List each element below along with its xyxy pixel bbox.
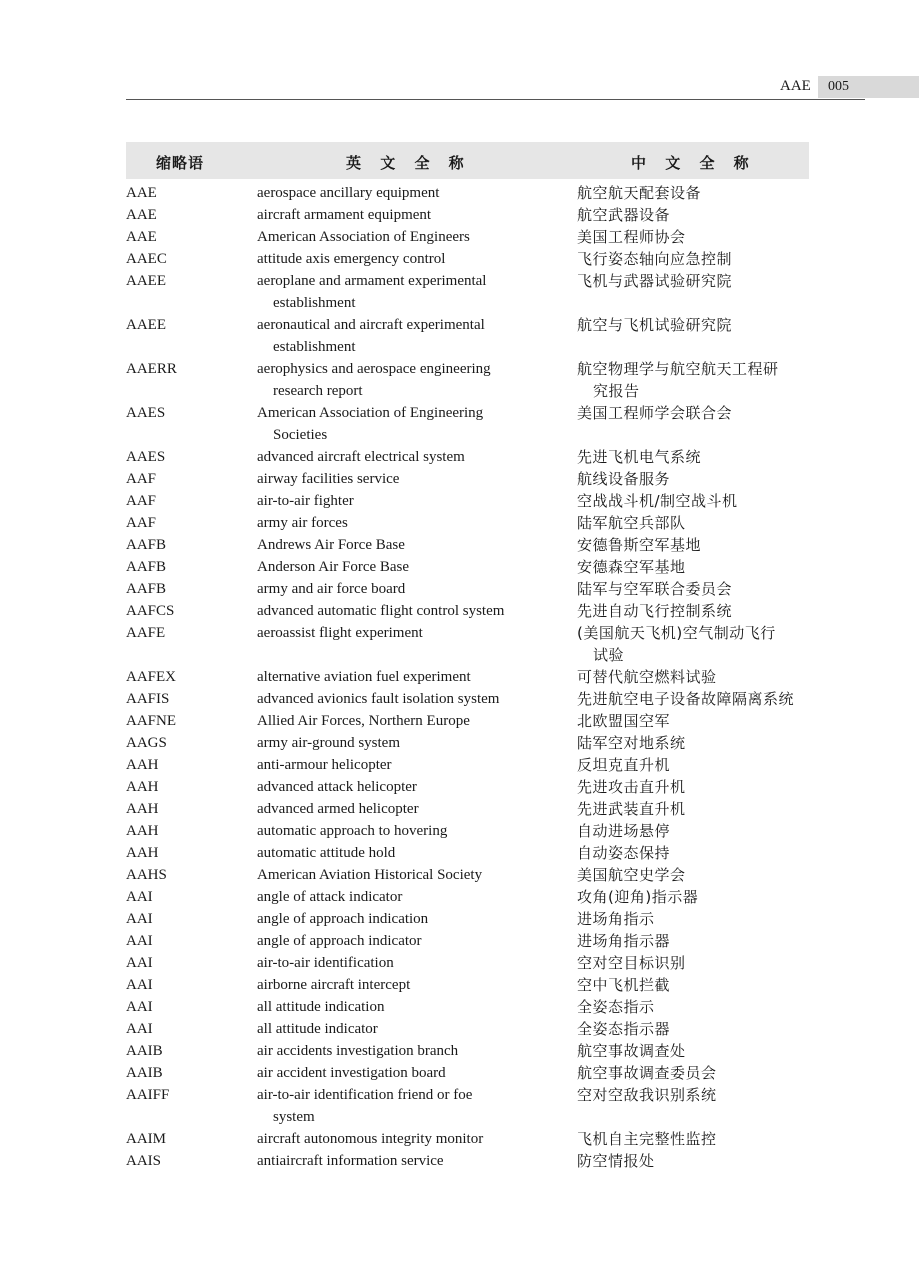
english-term-line: all attitude indicator (257, 1021, 378, 1037)
chinese-term-line: 攻角(迎角)指示器 (577, 888, 699, 906)
chinese-term (577, 468, 817, 490)
chinese-term-line: 安德鲁斯空军基地 (577, 536, 702, 554)
english-term-line: all attitude indication (257, 999, 385, 1015)
chinese-term (577, 930, 817, 952)
table-row (126, 490, 816, 512)
abbreviation: AAI (126, 1021, 153, 1037)
english-term-continuation: research report (273, 383, 363, 399)
abbreviation: AAI (126, 999, 153, 1015)
table-row (126, 314, 816, 358)
chinese-term-line: 先进自动飞行控制系统 (577, 602, 733, 620)
chinese-term-continuation: 试验 (593, 646, 625, 664)
english-term-line: army air-ground system (257, 735, 400, 751)
table-row (126, 1150, 816, 1172)
abbreviation: AAH (126, 823, 159, 839)
header-chinese: 中 文 全 称 (631, 154, 756, 172)
table-row (126, 710, 816, 732)
english-term-line: army air forces (257, 515, 348, 531)
table-row (126, 402, 816, 446)
english-term (257, 534, 552, 556)
table-row (126, 798, 816, 820)
english-term-continuation: establishment (273, 339, 356, 355)
chinese-term (577, 666, 817, 688)
english-term (257, 402, 552, 446)
chinese-term-line: 航空航天配套设备 (577, 184, 702, 202)
chinese-term (577, 820, 817, 842)
page-number: 005 (828, 79, 849, 94)
table-header (126, 142, 809, 179)
chinese-term-line: 飞机自主完整性监控 (577, 1130, 717, 1148)
abbreviation: AAFCS (126, 603, 175, 619)
abbreviation: AAGS (126, 735, 167, 751)
english-term-line: advanced automatic flight control system (257, 603, 505, 619)
chinese-term (577, 1040, 817, 1062)
english-term (257, 1150, 552, 1172)
table-row (126, 556, 816, 578)
table-row (126, 688, 816, 710)
chinese-term (577, 1150, 817, 1172)
english-term-line: American Association of Engineering (257, 405, 484, 421)
chinese-term (577, 248, 817, 270)
english-term-line: air accidents investigation branch (257, 1043, 459, 1059)
english-term (257, 688, 552, 710)
table-row (126, 908, 816, 930)
english-term-line: aeroplane and armament experimental (257, 273, 487, 289)
chinese-term (577, 204, 817, 226)
english-term (257, 600, 552, 622)
english-term-line: antiaircraft information service (257, 1153, 444, 1169)
table-row (126, 820, 816, 842)
english-term-line: advanced attack helicopter (257, 779, 417, 795)
header-rule (126, 99, 865, 100)
table-row (126, 1062, 816, 1084)
table-row (126, 776, 816, 798)
chinese-term-line: 航空事故调查委员会 (577, 1064, 717, 1082)
header-abbr: 缩略语 (156, 154, 205, 172)
chinese-term (577, 996, 817, 1018)
abbreviation: AAFEX (126, 669, 177, 685)
chinese-term (577, 974, 817, 996)
abbreviation: AAI (126, 889, 153, 905)
abbreviation: AAEE (126, 273, 166, 289)
english-term-line: air-to-air identification friend or foe (257, 1087, 473, 1103)
english-term-line: air-to-air fighter (257, 493, 354, 509)
chinese-term-line: 先进飞机电气系统 (577, 448, 702, 466)
abbreviation: AAE (126, 229, 157, 245)
english-term-continuation: system (273, 1109, 315, 1125)
english-term (257, 1062, 552, 1084)
english-term (257, 182, 552, 204)
chinese-term-line: 陆军空对地系统 (577, 734, 686, 752)
english-term-line: Allied Air Forces, Northern Europe (257, 713, 470, 729)
table-row (126, 622, 816, 666)
table-row (126, 600, 816, 622)
table-row (126, 578, 816, 600)
chinese-term-line: 全姿态指示器 (577, 1020, 671, 1038)
english-term (257, 226, 552, 248)
chinese-term (577, 864, 817, 886)
english-term (257, 732, 552, 754)
english-term (257, 842, 552, 864)
table-row (126, 248, 816, 270)
chinese-term-line: 先进攻击直升机 (577, 778, 686, 796)
chinese-term (577, 710, 817, 732)
table-row (126, 754, 816, 776)
abbreviation: AAE (126, 207, 157, 223)
english-term (257, 270, 552, 314)
english-term (257, 666, 552, 688)
english-term (257, 248, 552, 270)
english-term (257, 1128, 552, 1150)
chinese-term (577, 732, 817, 754)
abbreviation: AAHS (126, 867, 167, 883)
table-row (126, 1128, 816, 1150)
abbreviation: AAE (126, 185, 157, 201)
chinese-term (577, 622, 817, 666)
abbreviation: AAI (126, 933, 153, 949)
english-term-line: advanced avionics fault isolation system (257, 691, 500, 707)
table-row (126, 952, 816, 974)
table-row (126, 930, 816, 952)
abbreviation: AAF (126, 493, 157, 509)
english-term-line: automatic approach to hovering (257, 823, 448, 839)
abbreviation: AAH (126, 845, 159, 861)
table-row (126, 732, 816, 754)
abbreviation: AAFIS (126, 691, 170, 707)
chinese-term-line: 航空与飞机试验研究院 (577, 316, 733, 334)
chinese-term (577, 1018, 817, 1040)
abbreviation: AAIM (126, 1131, 166, 1147)
english-term-line: Anderson Air Force Base (257, 559, 410, 575)
english-term-line: aerospace ancillary equipment (257, 185, 440, 201)
english-term (257, 996, 552, 1018)
english-term (257, 204, 552, 226)
abbreviation: AAH (126, 779, 159, 795)
table-row (126, 864, 816, 886)
chinese-term (577, 226, 817, 248)
english-term (257, 1084, 552, 1128)
chinese-term-line: 航线设备服务 (577, 470, 671, 488)
abbreviation: AAFE (126, 625, 166, 641)
chinese-term (577, 446, 817, 468)
chinese-term-line: 进场角指示器 (577, 932, 671, 950)
english-term-line: aircraft autonomous integrity monitor (257, 1131, 484, 1147)
english-term-line: aircraft armament equipment (257, 207, 432, 223)
chinese-term (577, 798, 817, 820)
chinese-term (577, 952, 817, 974)
chinese-term (577, 556, 817, 578)
table-row (126, 1018, 816, 1040)
table-row (126, 1084, 816, 1128)
chinese-term (577, 908, 817, 930)
table-row (126, 1040, 816, 1062)
english-term-line: angle of attack indicator (257, 889, 403, 905)
english-term-line: alternative aviation fuel experiment (257, 669, 471, 685)
chinese-term-line: 美国工程师协会 (577, 228, 686, 246)
english-term (257, 1040, 552, 1062)
chinese-term-line: 空对空敌我识别系统 (577, 1086, 717, 1104)
abbreviation: AAI (126, 911, 153, 927)
chinese-term-line: 空战战斗机/制空战斗机 (577, 492, 738, 510)
english-term (257, 908, 552, 930)
english-term (257, 1018, 552, 1040)
chinese-term-line: 反坦克直升机 (577, 756, 671, 774)
table-row (126, 974, 816, 996)
english-term (257, 820, 552, 842)
english-term-line: American Aviation Historical Society (257, 867, 483, 883)
chinese-term (577, 1062, 817, 1084)
english-term-line: anti-armour helicopter (257, 757, 392, 773)
chinese-term-line: 全姿态指示 (577, 998, 655, 1016)
english-term-line: advanced armed helicopter (257, 801, 419, 817)
english-term (257, 776, 552, 798)
chinese-term-line: 空对空目标识别 (577, 954, 686, 972)
chinese-term-line: 先进航空电子设备故障隔离系统 (577, 690, 795, 708)
english-term-line: aerophysics and aerospace engineering (257, 361, 491, 377)
english-term-line: army and air force board (257, 581, 406, 597)
abbreviation: AAF (126, 471, 157, 487)
english-term-line: angle of approach indicator (257, 933, 422, 949)
english-term (257, 864, 552, 886)
chinese-term-line: 美国航空史学会 (577, 866, 686, 884)
chinese-term-line: 美国工程师学会联合会 (577, 404, 733, 422)
english-term (257, 490, 552, 512)
abbreviation: AAES (126, 449, 166, 465)
english-term-line: aeroassist flight experiment (257, 625, 423, 641)
abbreviation: AAEE (126, 317, 166, 333)
running-head: AAE (780, 78, 811, 94)
chinese-term-line: 飞机与武器试验研究院 (577, 272, 733, 290)
chinese-term (577, 512, 817, 534)
chinese-term-line: 陆军航空兵部队 (577, 514, 686, 532)
english-term (257, 578, 552, 600)
table-row (126, 226, 816, 248)
english-term (257, 622, 552, 644)
table-row (126, 886, 816, 908)
chinese-term (577, 1128, 817, 1150)
abbreviation: AAI (126, 977, 153, 993)
english-term-line: airway facilities service (257, 471, 400, 487)
table-row (126, 182, 816, 204)
table-row (126, 512, 816, 534)
chinese-term-line: 可替代航空燃料试验 (577, 668, 717, 686)
abbreviation: AAIB (126, 1043, 163, 1059)
english-term (257, 710, 552, 732)
chinese-term (577, 358, 817, 402)
chinese-term (577, 1084, 817, 1106)
english-term-line: angle of approach indication (257, 911, 429, 927)
abbreviation: AAH (126, 801, 159, 817)
english-term-continuation: Societies (273, 427, 328, 443)
chinese-term-line: 北欧盟国空军 (577, 712, 671, 730)
abbreviation: AAIFF (126, 1087, 170, 1103)
english-term-continuation: establishment (273, 295, 356, 311)
table-row (126, 468, 816, 490)
table-row (126, 270, 816, 314)
abbreviation: AAEC (126, 251, 167, 267)
chinese-term-continuation: 究报告 (593, 382, 640, 400)
english-term (257, 886, 552, 908)
table-row (126, 996, 816, 1018)
english-term (257, 446, 552, 468)
chinese-term (577, 688, 817, 710)
english-term (257, 798, 552, 820)
chinese-term (577, 578, 817, 600)
english-term-line: American Association of Engineers (257, 229, 470, 245)
english-term-line: Andrews Air Force Base (257, 537, 405, 553)
abbreviation: AAI (126, 955, 153, 971)
header-english: 英 文 全 称 (346, 154, 471, 172)
chinese-term-line: 航空武器设备 (577, 206, 671, 224)
abbreviation: AAH (126, 757, 159, 773)
abbreviation: AAF (126, 515, 157, 531)
english-term-line: aeronautical and aircraft experimental (257, 317, 485, 333)
english-term (257, 314, 552, 358)
chinese-term-line: 陆军与空军联合委员会 (577, 580, 733, 598)
chinese-term (577, 842, 817, 864)
abbreviation: AAIS (126, 1153, 162, 1169)
abbreviation: AAFB (126, 581, 167, 597)
chinese-term (577, 490, 817, 512)
table-row (126, 446, 816, 468)
chinese-term (577, 270, 817, 292)
chinese-term-line: 自动进场悬停 (577, 822, 671, 840)
english-term (257, 512, 552, 534)
english-term (257, 468, 552, 490)
chinese-term (577, 534, 817, 556)
abbreviation: AAFB (126, 537, 167, 553)
english-term (257, 358, 552, 402)
english-term (257, 556, 552, 578)
abbreviation: AAFB (126, 559, 167, 575)
english-term-line: automatic attitude hold (257, 845, 396, 861)
abbreviation: AAES (126, 405, 166, 421)
chinese-term-line: 航空事故调查处 (577, 1042, 686, 1060)
english-term (257, 952, 552, 974)
table-row (126, 358, 816, 402)
english-term-line: advanced aircraft electrical system (257, 449, 465, 465)
chinese-term (577, 314, 817, 336)
chinese-term (577, 754, 817, 776)
chinese-term (577, 600, 817, 622)
table-row (126, 666, 816, 688)
abbreviation: AAERR (126, 361, 177, 377)
english-term-line: attitude axis emergency control (257, 251, 446, 267)
abbreviation: AAFNE (126, 713, 177, 729)
chinese-term-line: 安德森空军基地 (577, 558, 686, 576)
page-number-box (818, 76, 919, 98)
chinese-term-line: 飞行姿态轴向应急控制 (577, 250, 733, 268)
chinese-term-line: 航空物理学与航空航天工程研 (577, 360, 779, 378)
abbreviation-list (126, 182, 816, 1172)
table-row (126, 534, 816, 556)
chinese-term (577, 886, 817, 908)
chinese-term-line: 自动姿态保持 (577, 844, 671, 862)
chinese-term-line: (美国航天飞机)空气制动飞行 (577, 624, 776, 642)
chinese-term (577, 402, 817, 424)
chinese-term-line: 先进武装直升机 (577, 800, 686, 818)
english-term-line: airborne aircraft intercept (257, 977, 411, 993)
chinese-term-line: 空中飞机拦截 (577, 976, 671, 994)
chinese-term (577, 182, 817, 204)
chinese-term-line: 进场角指示 (577, 910, 655, 928)
chinese-term (577, 776, 817, 798)
abbreviation: AAIB (126, 1065, 163, 1081)
english-term (257, 754, 552, 776)
english-term (257, 930, 552, 952)
english-term (257, 974, 552, 996)
english-term-line: air accident investigation board (257, 1065, 446, 1081)
table-row (126, 842, 816, 864)
chinese-term-line: 防空情报处 (577, 1152, 655, 1170)
english-term-line: air-to-air identification (257, 955, 394, 971)
table-row (126, 204, 816, 226)
